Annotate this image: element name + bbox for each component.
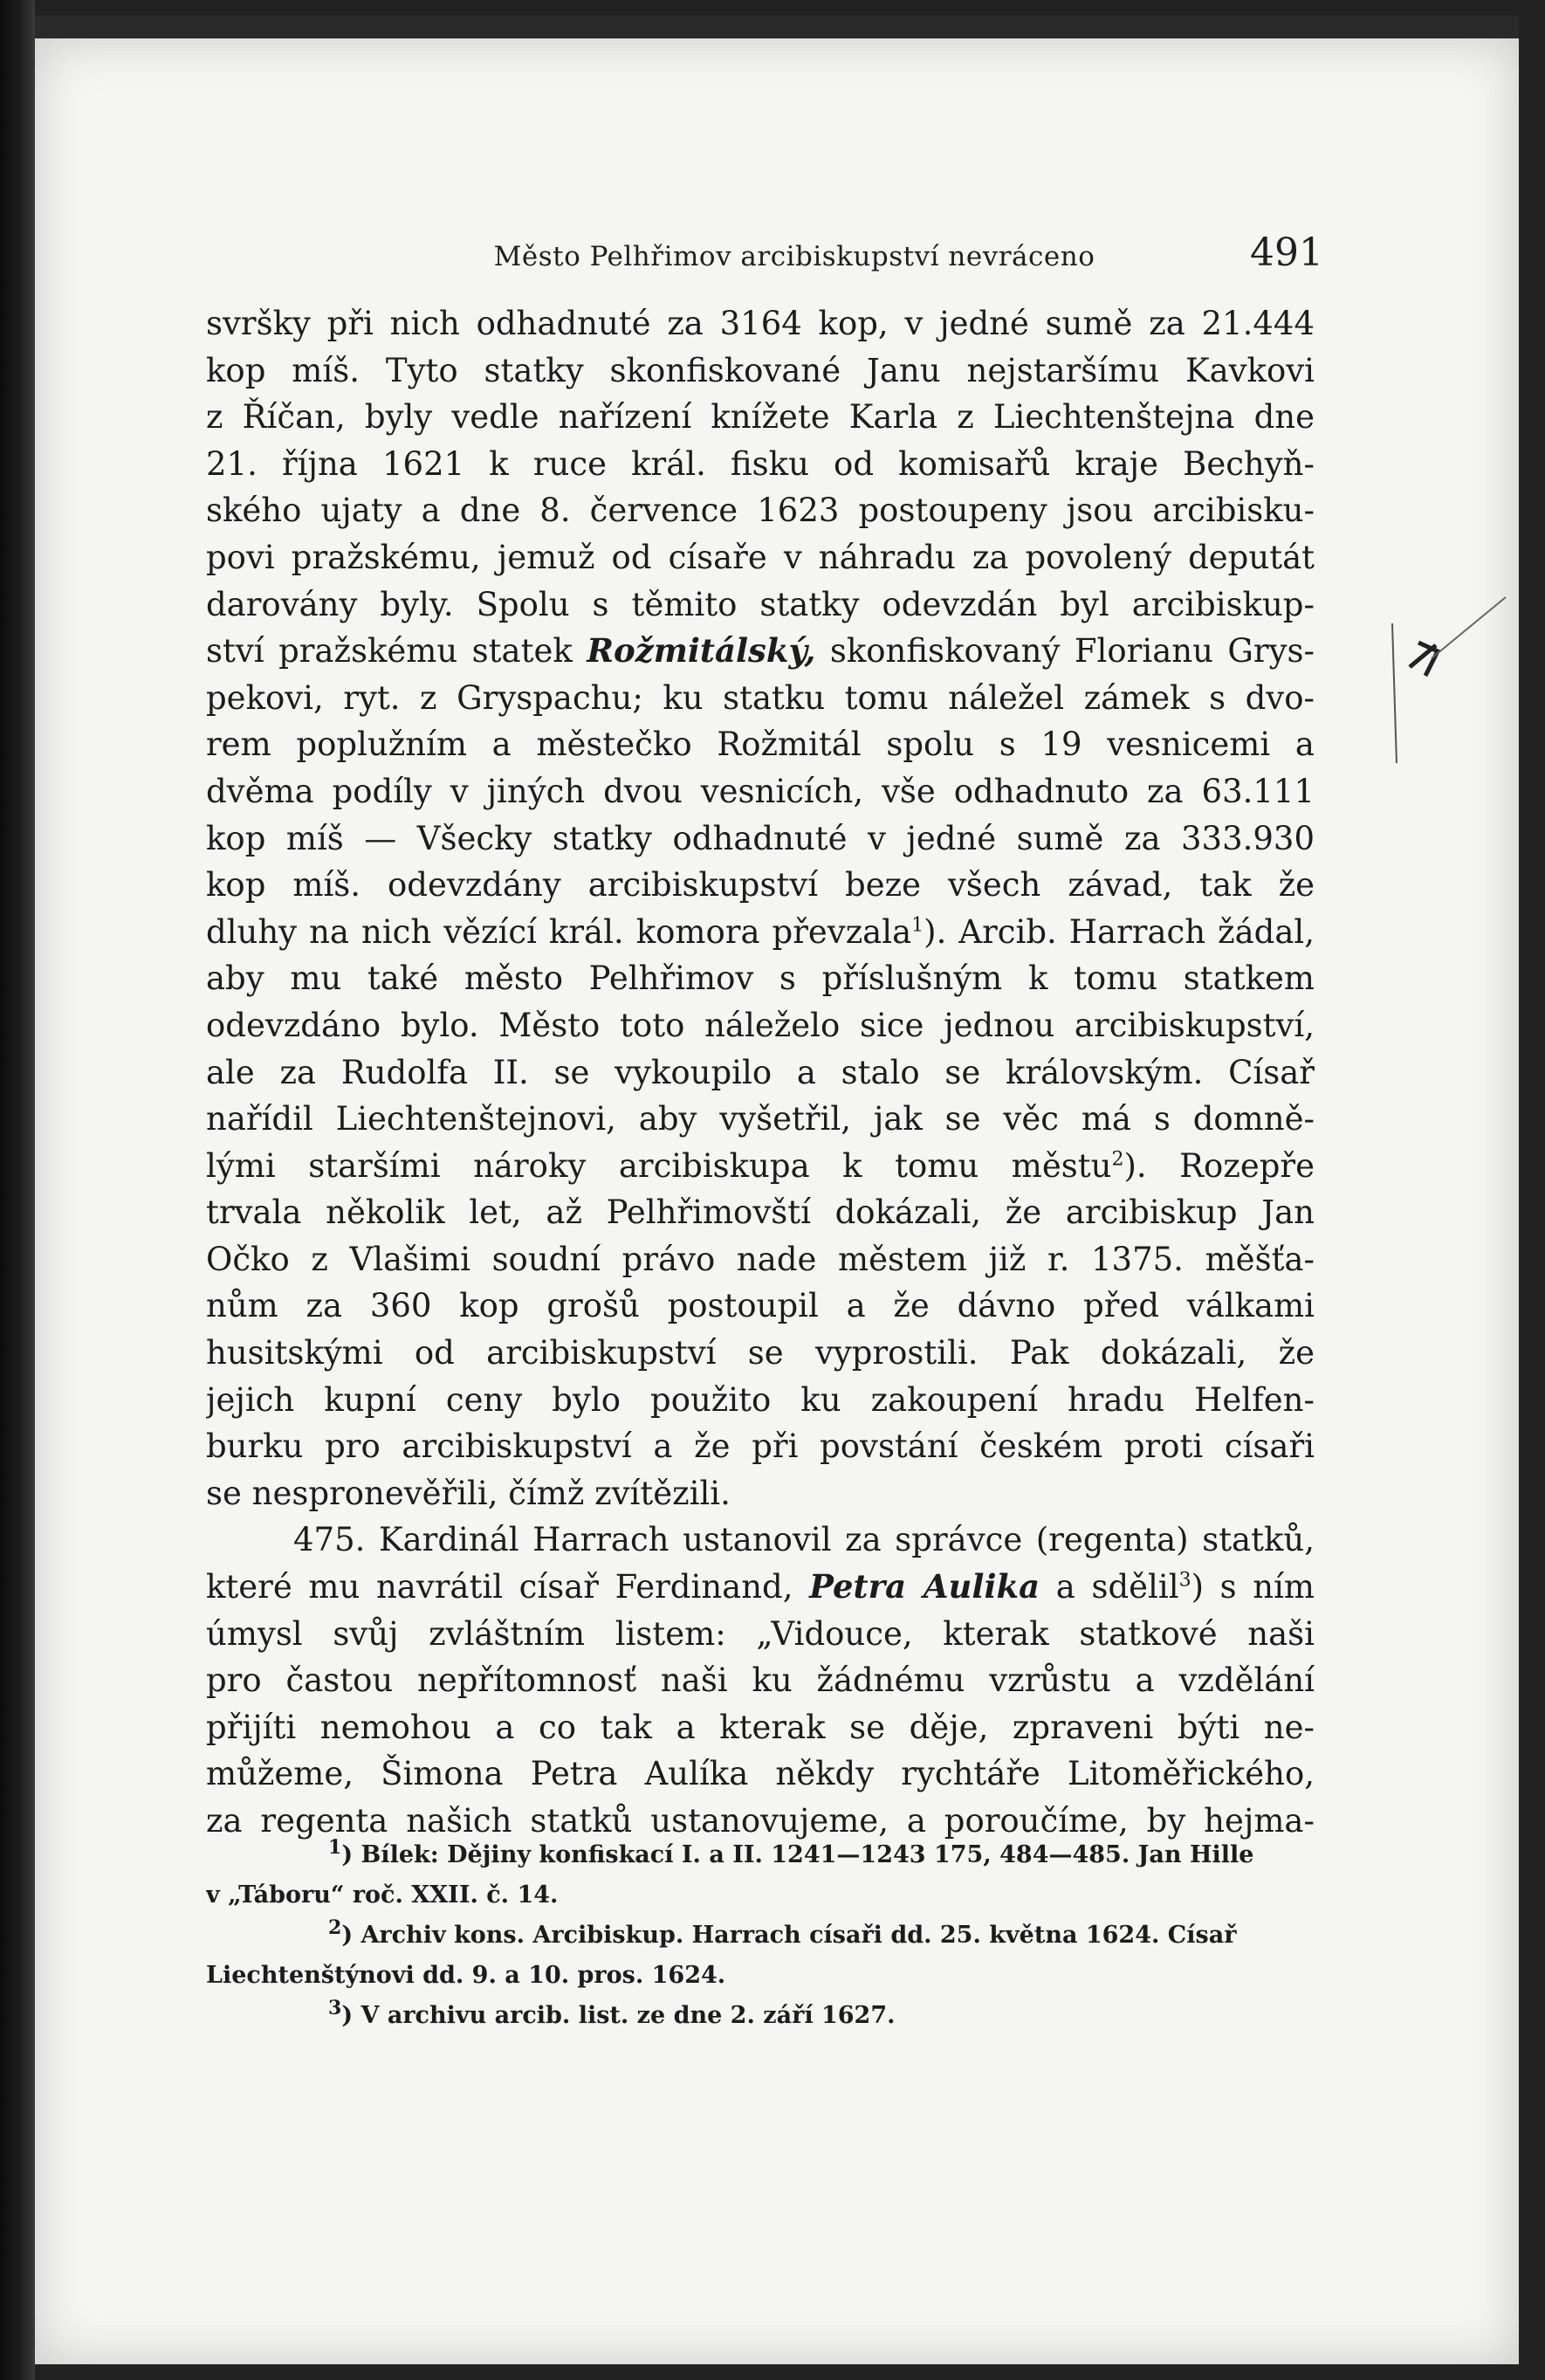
text-segment: ). Rozepře xyxy=(1123,1146,1315,1185)
text-line: pekovi, ryt. z Gryspachu; ku statku tomu náležel zámek s dvo- xyxy=(206,678,1315,717)
text-line xyxy=(206,1143,1315,1190)
text-line: burku pro arcibiskupství a že při povstání českém proti císaři xyxy=(206,1427,1315,1466)
footnote-text: ) Archiv kons. Arcibiskup. Harrach císaři dd. 25. května 1624. Císař xyxy=(341,1922,1237,1949)
text-line xyxy=(206,909,1315,956)
footnote-text: ) V archivu arcib. list. ze dne 2. září 1627. xyxy=(341,2002,896,2029)
text-segment: skonfiskovaný Florianu Grys- xyxy=(829,632,1315,671)
place-name-italic: Rožmitálský, xyxy=(587,631,816,671)
text-line: přijíti nemohou a co tak a kterak se děje, zpraveni býti ne- xyxy=(206,1708,1315,1746)
text-line: se nespronevěřili, čímž zvítězili. xyxy=(206,1474,731,1512)
text-line: svršky při nich odhadnuté za 3164 kop, v jedné sumě za 21.444 xyxy=(206,305,1315,342)
text-line: za regenta našich statků ustanovujeme, a poroučíme, by hejma- xyxy=(206,1802,1315,1840)
text-line: úmysl svůj zvláštním listem: „Vidouce, kterak statkové naši xyxy=(206,1614,1315,1653)
text-line: kop míš. odevzdány arcibiskupství beze všech závad, tak že xyxy=(206,866,1315,905)
text-line: kop míš — Všecky statky odhadnuté v jedné sumě za 333.930 xyxy=(206,819,1315,857)
text-segment: lými staršími nároky arcibiskupa k tomu městu xyxy=(206,1146,1112,1185)
footnote-marker: 3 xyxy=(328,1997,342,2019)
footnote-2-continuation: Liechtenštýnovi dd. 9. a 10. pros. 1624. xyxy=(206,1962,726,1989)
footnote-1 xyxy=(206,1835,1315,1875)
footnote-marker: 2 xyxy=(328,1916,342,1939)
text-line: povi pražskému, jemuž od císaře v náhradu za povolený deputát xyxy=(206,538,1315,576)
text-line: husitskými od arcibiskupství se vyprostili. Pak dokázali, že xyxy=(206,1334,1315,1372)
footnote-2 xyxy=(206,1916,1315,1956)
text-line: ského ujaty a dne 8. července 1623 postoupeny jsou arcibisku- xyxy=(206,492,1315,530)
footnote-3 xyxy=(206,1996,1315,2036)
text-line: dvěma podíly v jiných dvou vesnicích, vše odhadnuto za 63.111 xyxy=(206,772,1315,810)
text-line: můžeme, Šimona Petra Aulíka někdy rychtáře Litoměřického, xyxy=(206,1755,1315,1793)
text-segment: které mu navrátil císař Ferdinand, xyxy=(206,1568,793,1606)
footnote-marker: 1 xyxy=(328,1836,342,1859)
text-line: nům za 360 kop grošů postoupil a že dávno před válkami xyxy=(206,1287,1315,1325)
body-text xyxy=(206,300,1315,1845)
text-segment: ství pražskému statek xyxy=(206,632,573,671)
footnote-ref: 1 xyxy=(911,914,924,937)
text-line: ale za Rudolfa II. se vykoupilo a stalo se královským. Císař xyxy=(206,1053,1315,1091)
footnotes xyxy=(206,1835,1315,2036)
text-segment: ) s ním xyxy=(1191,1568,1315,1606)
text-line xyxy=(206,1564,1315,1611)
text-line: Očko z Vlašimi soudní právo nade městem již r. 1375. měšťa- xyxy=(206,1240,1315,1278)
text-segment: a sdělil xyxy=(1055,1568,1179,1606)
pencil-margin-mark-icon xyxy=(1384,588,1514,763)
running-title: Město Pelhřimov arcibiskupství nevráceno xyxy=(493,241,1095,272)
paragraph-start-line: 475. Kardinál Harrach ustanovil za správce (regenta) statků, xyxy=(293,1521,1315,1559)
text-line: 21. října 1621 k ruce král. fisku od komisařů kraje Bechyň- xyxy=(206,444,1315,483)
text-segment: dluhy na nich vězící král. komora převzala xyxy=(206,912,912,951)
text-line: aby mu také město Pelhřimov s příslušným k tomu statkem xyxy=(206,960,1315,998)
page-number: 491 xyxy=(1250,230,1323,275)
footnote-text: ) Bílek: Dějiny konfiskací I. a II. 1241—1243 175, 484—485. Jan Hille xyxy=(341,1841,1254,1868)
page-header xyxy=(35,230,1519,292)
book-spine-shadow xyxy=(0,0,35,2380)
text-segment: ). Arcib. Harrach žádal, xyxy=(924,912,1315,951)
footnote-ref: 2 xyxy=(1111,1148,1124,1171)
text-line: kop míš. Tyto statky skonfiskované Janu nejstaršímu Kavkovi xyxy=(206,351,1315,389)
person-name-italic: Petra Aulika xyxy=(809,1567,1040,1606)
text-line: trvala několik let, až Pelhřimovští dokázali, že arcibiskup Jan xyxy=(206,1193,1315,1232)
text-line: z Říčan, byly vedle nařízení knížete Karla z Liechtenštejna dne xyxy=(206,398,1315,437)
text-line xyxy=(206,628,1315,675)
text-line: pro častou nepřítomnosť naši ku žádnému vzrůstu a vzdělání xyxy=(206,1661,1315,1700)
text-line: nařídil Liechtenštejnovi, aby vyšetřil, jak se věc má s domně- xyxy=(206,1100,1315,1138)
text-line: rem poplužním a městečko Rožmitál spolu s 19 vesnicemi a xyxy=(206,726,1315,764)
text-line: odevzdáno bylo. Město toto náleželo sice jednou arcibiskupství, xyxy=(206,1006,1315,1044)
text-line: darovány byly. Spolu s těmito statky odevzdán byl arcibiskup- xyxy=(206,585,1315,623)
footnote-ref: 3 xyxy=(1178,1569,1191,1592)
text-line: jejich kupní ceny bylo použito ku zakoupení hradu Helfen- xyxy=(206,1380,1315,1419)
footnote-1-continuation: v „Táboru“ roč. XXII. č. 14. xyxy=(206,1881,559,1909)
book-page xyxy=(35,16,1519,2364)
